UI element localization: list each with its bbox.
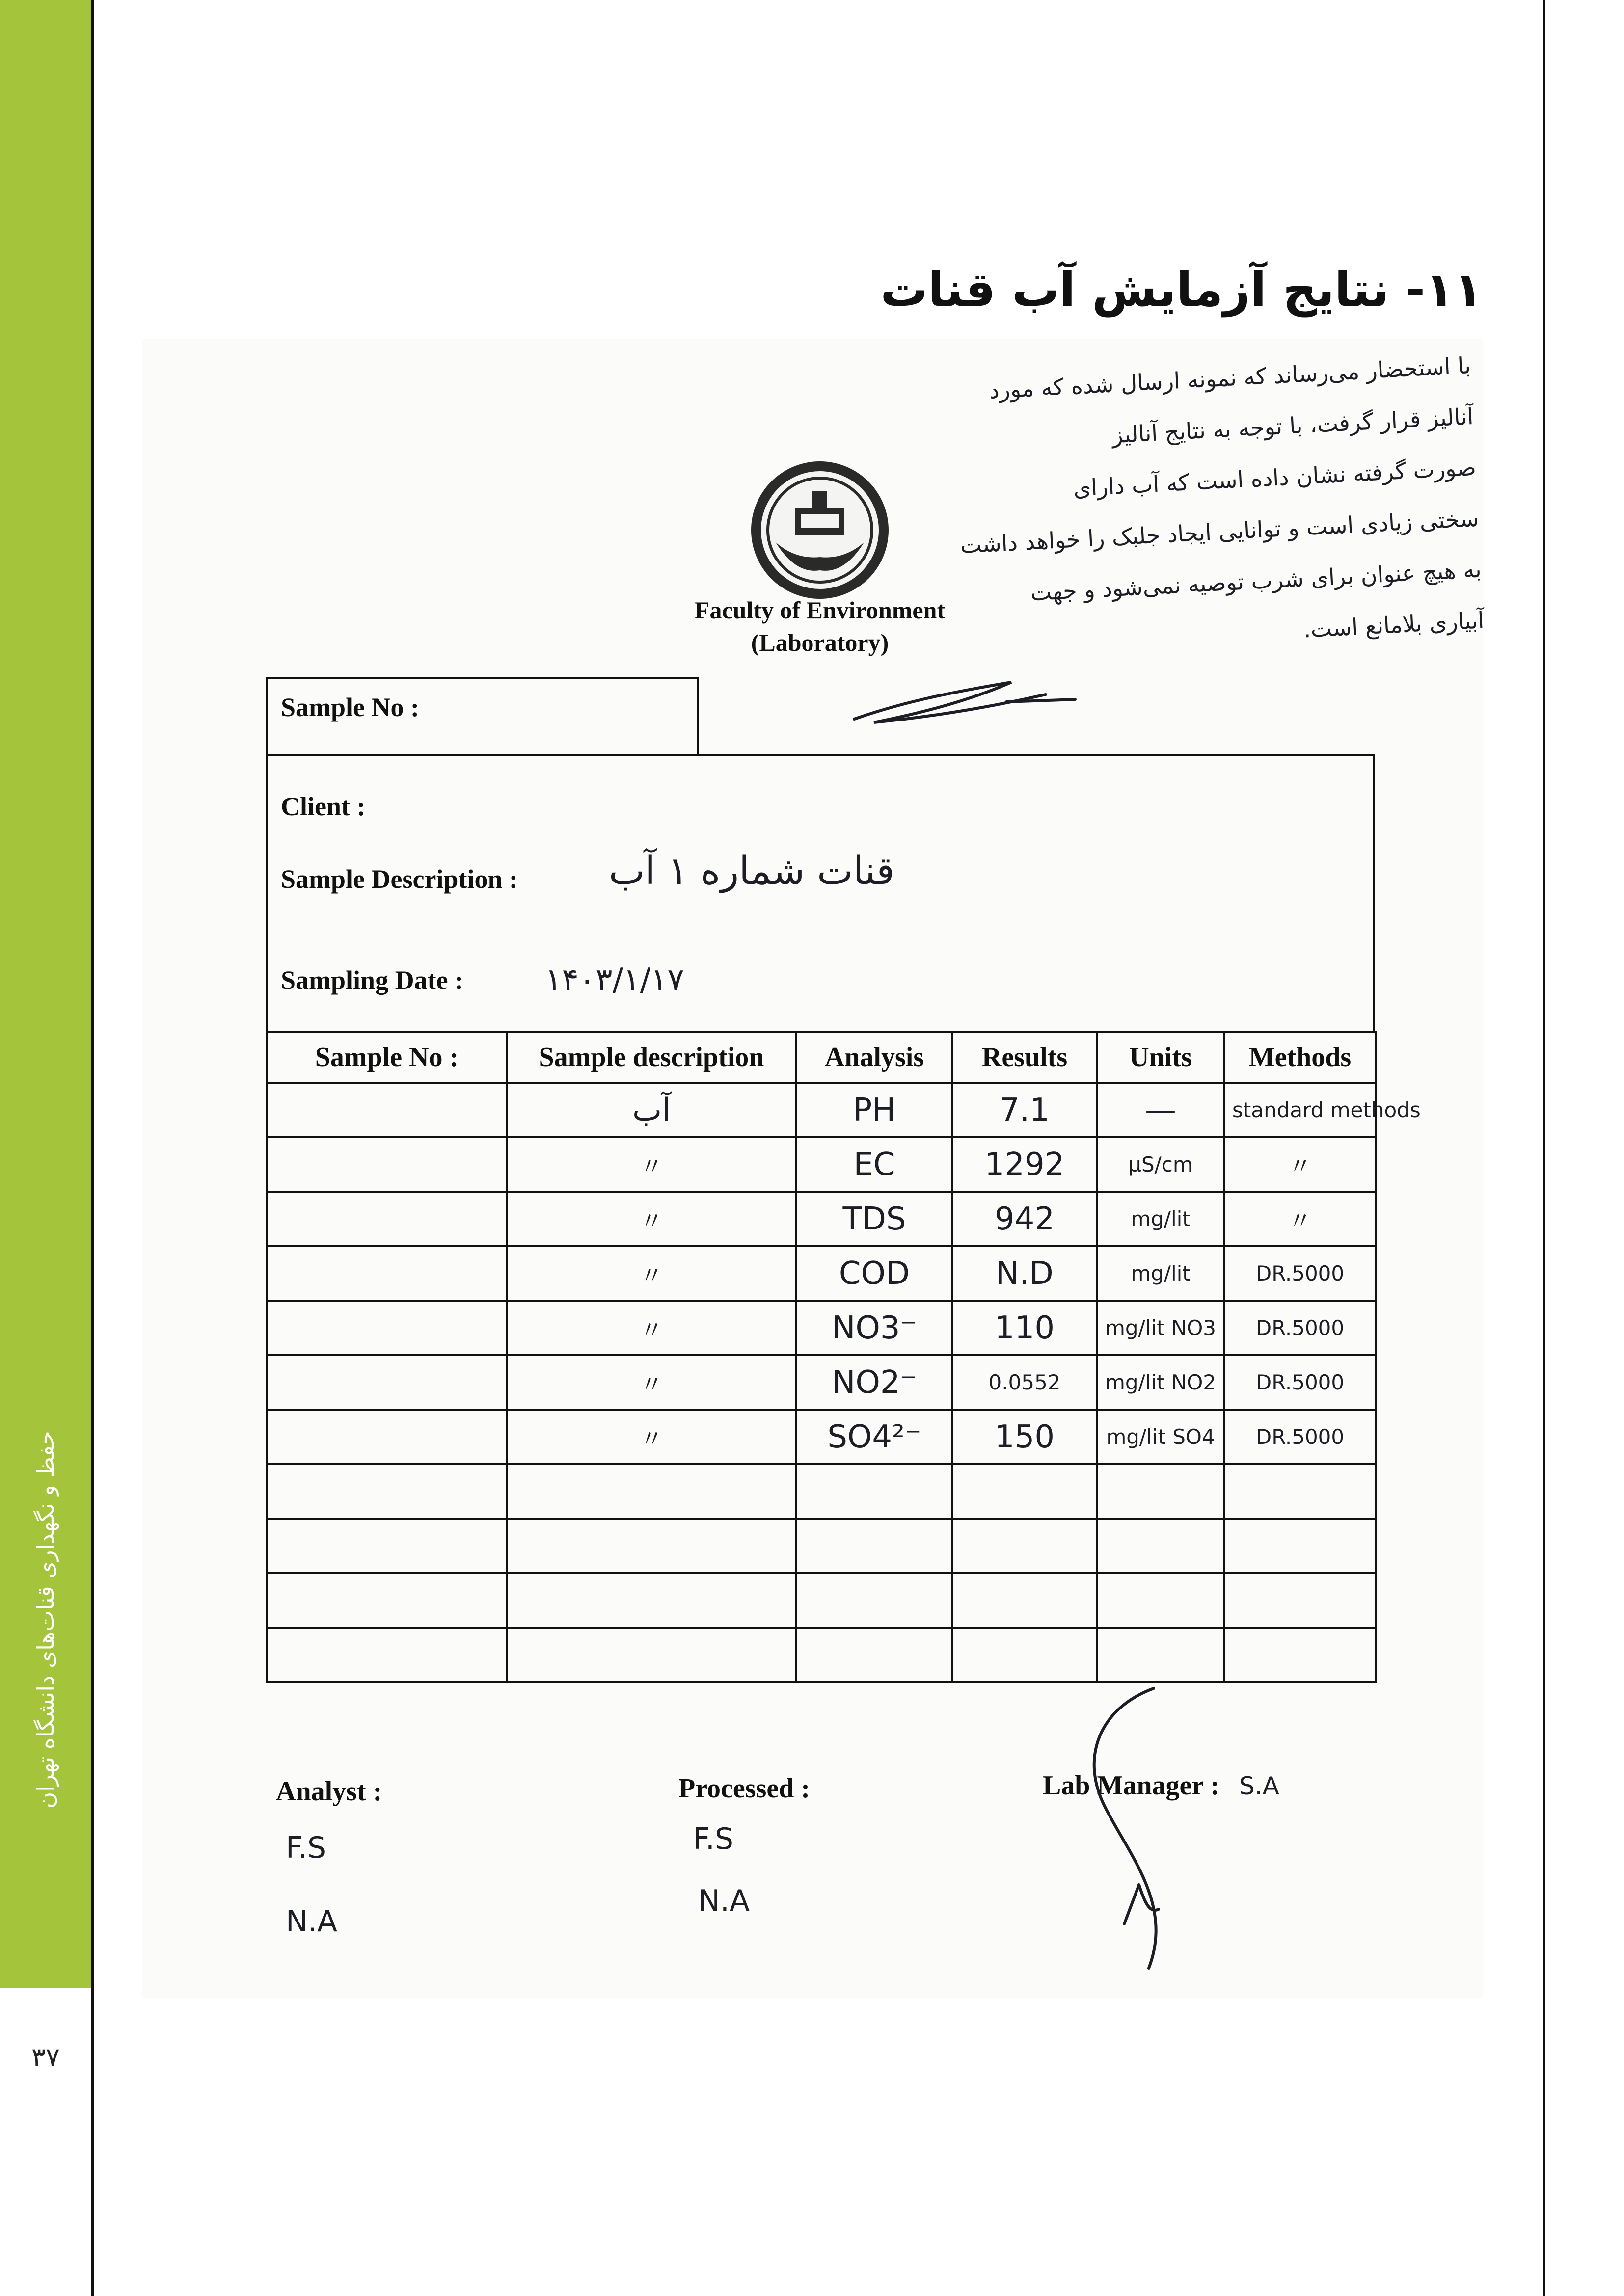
table-cell: NO2⁻ (796, 1355, 952, 1410)
table-row (267, 1410, 1376, 1464)
faculty-subline: (Laboratory) (751, 629, 889, 656)
sidebar-band (0, 0, 91, 1988)
table-row (267, 1301, 1376, 1355)
note-line: آنالیز قرار گرفت، با توجه به نتایج آنالیز (1111, 402, 1474, 449)
table-cell: mg/lit (1097, 1192, 1224, 1246)
table-cell: mg/lit (1097, 1246, 1224, 1301)
table-cell: 〃 (507, 1410, 796, 1464)
table-row (267, 1573, 1376, 1628)
table-cell: mg/lit SO4 (1097, 1410, 1224, 1464)
table-cell (796, 1519, 952, 1573)
client-label: Client : (281, 792, 366, 821)
table-cell: PH (796, 1083, 952, 1137)
column-header: Sample description (507, 1032, 796, 1083)
processed-value: F.S (693, 1822, 734, 1856)
table-cell (267, 1573, 507, 1628)
table-cell: standard methods (1224, 1083, 1376, 1137)
table-cell (267, 1355, 507, 1410)
analyst-value: N.A (286, 1904, 337, 1939)
table-row (267, 1083, 1376, 1137)
table-cell (507, 1519, 796, 1573)
table-cell: NO3⁻ (796, 1301, 952, 1355)
table-cell (267, 1464, 507, 1519)
table-cell (796, 1464, 952, 1519)
page-number: ۳۷ (31, 2042, 60, 2073)
table-cell (952, 1573, 1097, 1628)
table-cell: TDS (796, 1192, 952, 1246)
table-cell: آب (507, 1083, 796, 1137)
handwritten-note (940, 340, 1485, 673)
table-cell: DR.5000 (1224, 1246, 1376, 1301)
table-cell: 〃 (507, 1192, 796, 1246)
table-cell: DR.5000 (1224, 1355, 1376, 1410)
processed-label: Processed : (678, 1773, 810, 1804)
table-cell: 〃 (507, 1301, 796, 1355)
table-row (267, 1192, 1376, 1246)
processed-value: N.A (698, 1884, 750, 1918)
table-cell: DR.5000 (1224, 1410, 1376, 1464)
table-cell: 942 (952, 1192, 1097, 1246)
column-header: Units (1097, 1032, 1224, 1083)
table-cell (267, 1192, 507, 1246)
table-cell: mg/lit NO3 (1097, 1301, 1224, 1355)
note-line: با استحضار می‌رساند که نمونه ارسال شده که مورد (988, 352, 1472, 404)
table-cell: 110 (952, 1301, 1097, 1355)
table-cell (1097, 1464, 1224, 1519)
lab-manager-value: S.A (1239, 1772, 1279, 1800)
left-margin-line (91, 0, 94, 2296)
table-cell (952, 1628, 1097, 1682)
table-cell: 〃 (507, 1355, 796, 1410)
table-row (267, 1519, 1376, 1573)
sampling-date-value: ۱۴۰۳/۱/۱۷ (545, 962, 684, 998)
table-cell: µS/cm (1097, 1137, 1224, 1192)
sampling-date-label: Sampling Date : (281, 965, 464, 995)
sample-description-label: Sample Description : (281, 864, 518, 894)
table-cell (267, 1519, 507, 1573)
table-cell (507, 1573, 796, 1628)
table-cell (952, 1464, 1097, 1519)
analyst-label: Analyst : (276, 1776, 382, 1807)
column-header: Analysis (796, 1032, 952, 1083)
table-cell: SO4²⁻ (796, 1410, 952, 1464)
university-seal-icon (746, 456, 893, 604)
table-cell: 〃 (1224, 1192, 1376, 1246)
table-cell: DR.5000 (1224, 1301, 1376, 1355)
table-cell: 0.0552 (952, 1355, 1097, 1410)
table-cell: 1292 (952, 1137, 1097, 1192)
table-cell (796, 1573, 952, 1628)
analyst-value: F.S (286, 1831, 326, 1865)
table-cell (1224, 1519, 1376, 1573)
sidebar-title: حفظ و نگهداری قنات‌های دانشگاه تهران (32, 1431, 59, 1809)
table-cell (1224, 1464, 1376, 1519)
column-header: Results (952, 1032, 1097, 1083)
note-line: سختی زیادی است و توانایی ایجاد جلبک را خواهد داشت (959, 505, 1480, 559)
table-row (267, 1464, 1376, 1519)
table-cell (267, 1083, 507, 1137)
table-cell (507, 1464, 796, 1519)
table-cell (267, 1301, 507, 1355)
table-cell: 150 (952, 1410, 1097, 1464)
table-cell: — (1097, 1083, 1224, 1137)
faculty-line: Faculty of Environment (694, 596, 946, 624)
table-cell (952, 1519, 1097, 1573)
table-row (267, 1355, 1376, 1410)
table-cell (507, 1628, 796, 1682)
table-cell: COD (796, 1246, 952, 1301)
table-cell: 〃 (507, 1137, 796, 1192)
results-table (266, 1031, 1421, 1683)
table-cell: EC (796, 1137, 952, 1192)
table-cell (267, 1628, 507, 1682)
lab-manager-signature (1026, 1679, 1213, 1983)
column-header: Sample No : (267, 1032, 507, 1083)
table-cell (1097, 1573, 1224, 1628)
sample-description-value: قنات شماره ۱ آب (609, 849, 895, 893)
note-line: به هیچ عنوان برای شرب توصیه نمی‌شود و جهت (1029, 556, 1482, 606)
lab-manager-label: Lab Manager : (1043, 1770, 1219, 1801)
faculty-name (677, 594, 962, 659)
table-cell: 〃 (1224, 1137, 1376, 1192)
table-cell: 〃 (507, 1246, 796, 1301)
table-row (267, 1137, 1376, 1192)
table-cell (1097, 1519, 1224, 1573)
table-cell (267, 1246, 507, 1301)
sample-no-label: Sample No : (281, 693, 419, 722)
table-cell: mg/lit NO2 (1097, 1355, 1224, 1410)
table-cell: 7.1 (952, 1083, 1097, 1137)
table-row (267, 1628, 1376, 1682)
section-heading: ۱۱- نتایج آزمایش آب قنات (880, 262, 1483, 318)
table-row (267, 1246, 1376, 1301)
table-cell (1224, 1573, 1376, 1628)
table-cell (1224, 1628, 1376, 1682)
table-cell: N.D (952, 1246, 1097, 1301)
note-line: آبیاری بلامانع است. (1302, 607, 1485, 643)
note-line: صورت گرفته نشان داده است که آب دارای (1072, 454, 1477, 502)
table-cell (1097, 1628, 1224, 1682)
signature-mark (844, 672, 1090, 731)
table-cell (796, 1628, 952, 1682)
table-cell (267, 1137, 507, 1192)
table-header-row (267, 1032, 1376, 1083)
column-header: Methods (1224, 1032, 1376, 1083)
right-margin-line (1543, 0, 1545, 2296)
table-cell (267, 1410, 507, 1464)
